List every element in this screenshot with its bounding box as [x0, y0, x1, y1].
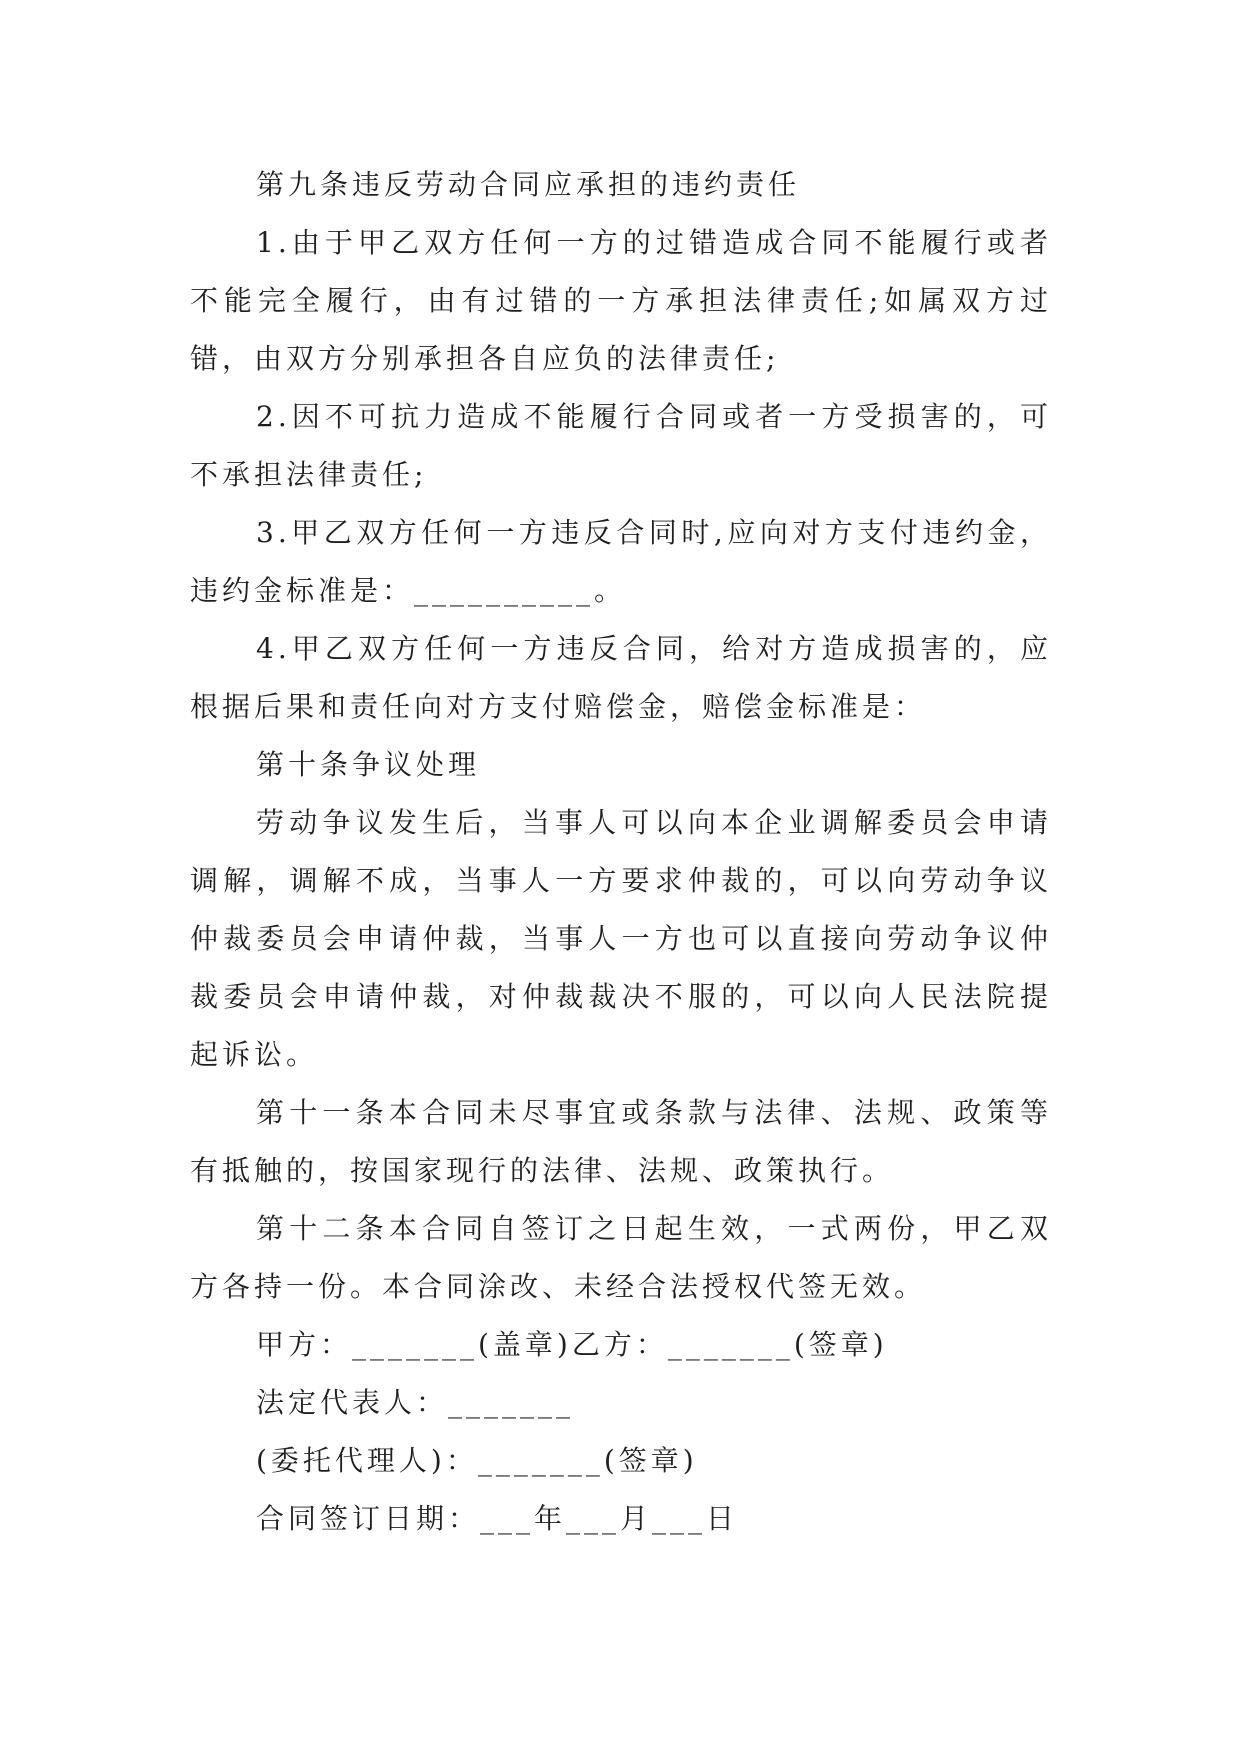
article-12: 第十二条本合同自签订之日起生效，一式两份，甲乙双方各持一份。本合同涂改、未经合法授权代签无效。 — [190, 1212, 1052, 1303]
article-9-clause-2: 2.因不可抗力造成不能履行合同或者一方受损害的，可不承担法律责任; — [190, 400, 1052, 491]
legal-representative-line: 法定代表人：_______ — [256, 1386, 575, 1419]
article-9-clause-4: 4.甲乙双方任何一方违反合同，给对方造成损害的，应根据后果和责任向对方支付赔偿金，赔偿金标准是： — [190, 632, 1052, 723]
document-body — [190, 156, 1052, 1548]
article-10-body: 劳动争议发生后，当事人可以向本企业调解委员会申请调解，调解不成，当事人一方要求仲裁的，可以向劳动争议仲裁委员会申请仲裁，当事人一方也可以直接向劳动争议仲裁委员会申请仲裁，对仲裁裁决不服的，可以向人民法院提起诉讼。 — [190, 806, 1052, 1071]
article-9-heading: 第九条违反劳动合同应承担的违约责任 — [256, 168, 801, 201]
signature-parties-line: 甲方：_______(盖章)乙方：_______(签章) — [256, 1328, 888, 1361]
article-10-heading: 第十条争议处理 — [256, 748, 481, 781]
contract-date-line: 合同签订日期：___年___月___日 — [256, 1502, 739, 1535]
authorized-agent-line: (委托代理人)：_______(签章) — [256, 1444, 698, 1477]
article-11: 第十一条本合同未尽事宜或条款与法律、法规、政策等有抵触的，按国家现行的法律、法规、政策执行。 — [190, 1096, 1052, 1187]
article-9-clause-1: 1.由于甲乙双方任何一方的过错造成合同不能履行或者不能完全履行，由有过错的一方承担法律责任;如属双方过错，由双方分别承担各自应负的法律责任; — [190, 226, 1052, 375]
article-9-clause-3: 3.甲乙双方任何一方违反合同时,应向对方支付违约金，违约金标准是：__________。 — [190, 516, 1052, 607]
